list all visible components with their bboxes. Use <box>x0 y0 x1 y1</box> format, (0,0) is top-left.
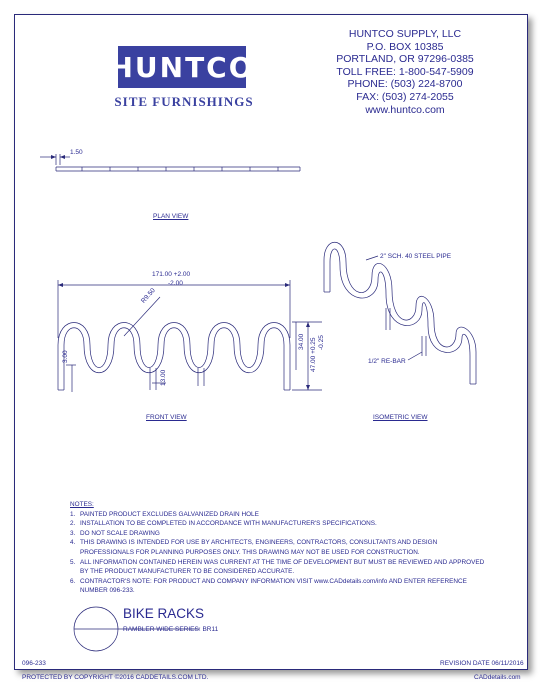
note-number: 6. <box>70 577 76 585</box>
note-item <box>70 538 490 557</box>
note-text: PAINTED PRODUCT EXCLUDES GALVANIZED DRAIN HOLE <box>80 510 259 518</box>
logo-tagline: SITE FURNISHINGS <box>114 94 254 109</box>
caddetails-link[interactable]: CADdetails.com <box>474 674 521 681</box>
contact-company: HUNTCO SUPPLY, LLC <box>348 28 462 40</box>
contact-phone: PHONE: (503) 224-8700 <box>347 78 463 91</box>
note-number: 2. <box>70 520 76 528</box>
note-text: CONTRACTOR'S NOTE: FOR PRODUCT AND COMPANY INFORMATION VISIT www.CADdetails.com/info AND ENTER REFERENCE NUMBER 096-233. <box>80 577 467 595</box>
front-inner-height-dim: 34.00 <box>298 333 305 350</box>
front-length-tol: -2.00 <box>168 280 183 287</box>
note-number: 4. <box>70 539 76 547</box>
front-total-height-tol: -0.25 <box>318 335 325 350</box>
front-leg-left-dim: 3.00 <box>62 350 69 363</box>
logo-brand: HUNTCO <box>109 50 255 84</box>
note-item <box>70 577 490 596</box>
iso-rebar-callout: 1/2" RE-BAR <box>368 358 406 365</box>
contact-fax: FAX: (503) 274-2055 <box>356 90 454 103</box>
note-item <box>70 510 490 520</box>
contact-city: PORTLAND, OR 97296-0385 <box>336 53 474 66</box>
note-text: THIS DRAWING IS INTENDED FOR USE BY ARCHITECTS, ENGINEERS, CONTRACTORS, CONSULTANTS AND DESIGN PROFESSIONALS FOR PLANNING PURPOSES ONLY. THIS DRAWING MAY NOT BE USED FOR CONSTRUCTION. <box>80 539 438 556</box>
iso-view-title: ISOMETRIC VIEW <box>373 414 428 421</box>
note-number: 3. <box>70 529 76 537</box>
note-number: 5. <box>70 558 76 566</box>
notes-heading: NOTES: <box>70 501 94 508</box>
front-leg-mid-dim: 13.00 <box>160 369 167 386</box>
note-item <box>70 558 490 577</box>
plan-width-dim: 1.50 <box>70 149 83 156</box>
note-item <box>70 529 490 539</box>
revision-date: REVISION DATE 06/11/2016 <box>440 660 524 667</box>
front-view-title: FRONT VIEW <box>146 414 187 421</box>
drawing-subtitle: RAMBLER WIDE SERIES: BR11 <box>123 626 219 633</box>
note-text: INSTALLATION TO BE COMPLETED IN ACCORDANCE WITH MANUFACTURER'S SPECIFICATIONS. <box>80 520 377 528</box>
front-total-height-dim: 47.00 +0.25 <box>310 337 317 372</box>
front-view-drawing <box>58 280 322 392</box>
front-length-dim: 171.00 +2.00 <box>152 271 191 278</box>
drawing-title: BIKE RACKS <box>123 606 205 621</box>
plan-view-title: PLAN VIEW <box>153 213 189 220</box>
notes-block <box>70 500 490 596</box>
front-radius-dim: R9.50 <box>140 287 157 305</box>
note-text: DO NOT SCALE DRAWING <box>80 529 160 537</box>
contact-pobox: P.O. BOX 10385 <box>366 40 444 53</box>
reference-number: 096-233 <box>22 660 46 667</box>
plan-view-drawing <box>40 154 300 171</box>
note-number: 1. <box>70 510 76 518</box>
contact-tollfree: TOLL FREE: 1-800-547-5909 <box>336 65 474 78</box>
note-item <box>70 519 490 529</box>
note-text: ALL INFORMATION CONTAINED HEREIN WAS CURRENT AT THE TIME OF DEVELOPMENT BUT MUST BE REVIEWED AND APPROVED BY THE PRODUCT MANUFACTURER TO BE CONSIDERED ACCURATE. <box>80 558 485 576</box>
contact-website[interactable]: www.huntco.com <box>365 103 445 116</box>
iso-pipe-callout: 2" SCH. 40 STEEL PIPE <box>380 253 452 260</box>
copyright-notice: PROTECTED BY COPYRIGHT ©2016 CADDETAILS.COM LTD. <box>22 674 209 681</box>
